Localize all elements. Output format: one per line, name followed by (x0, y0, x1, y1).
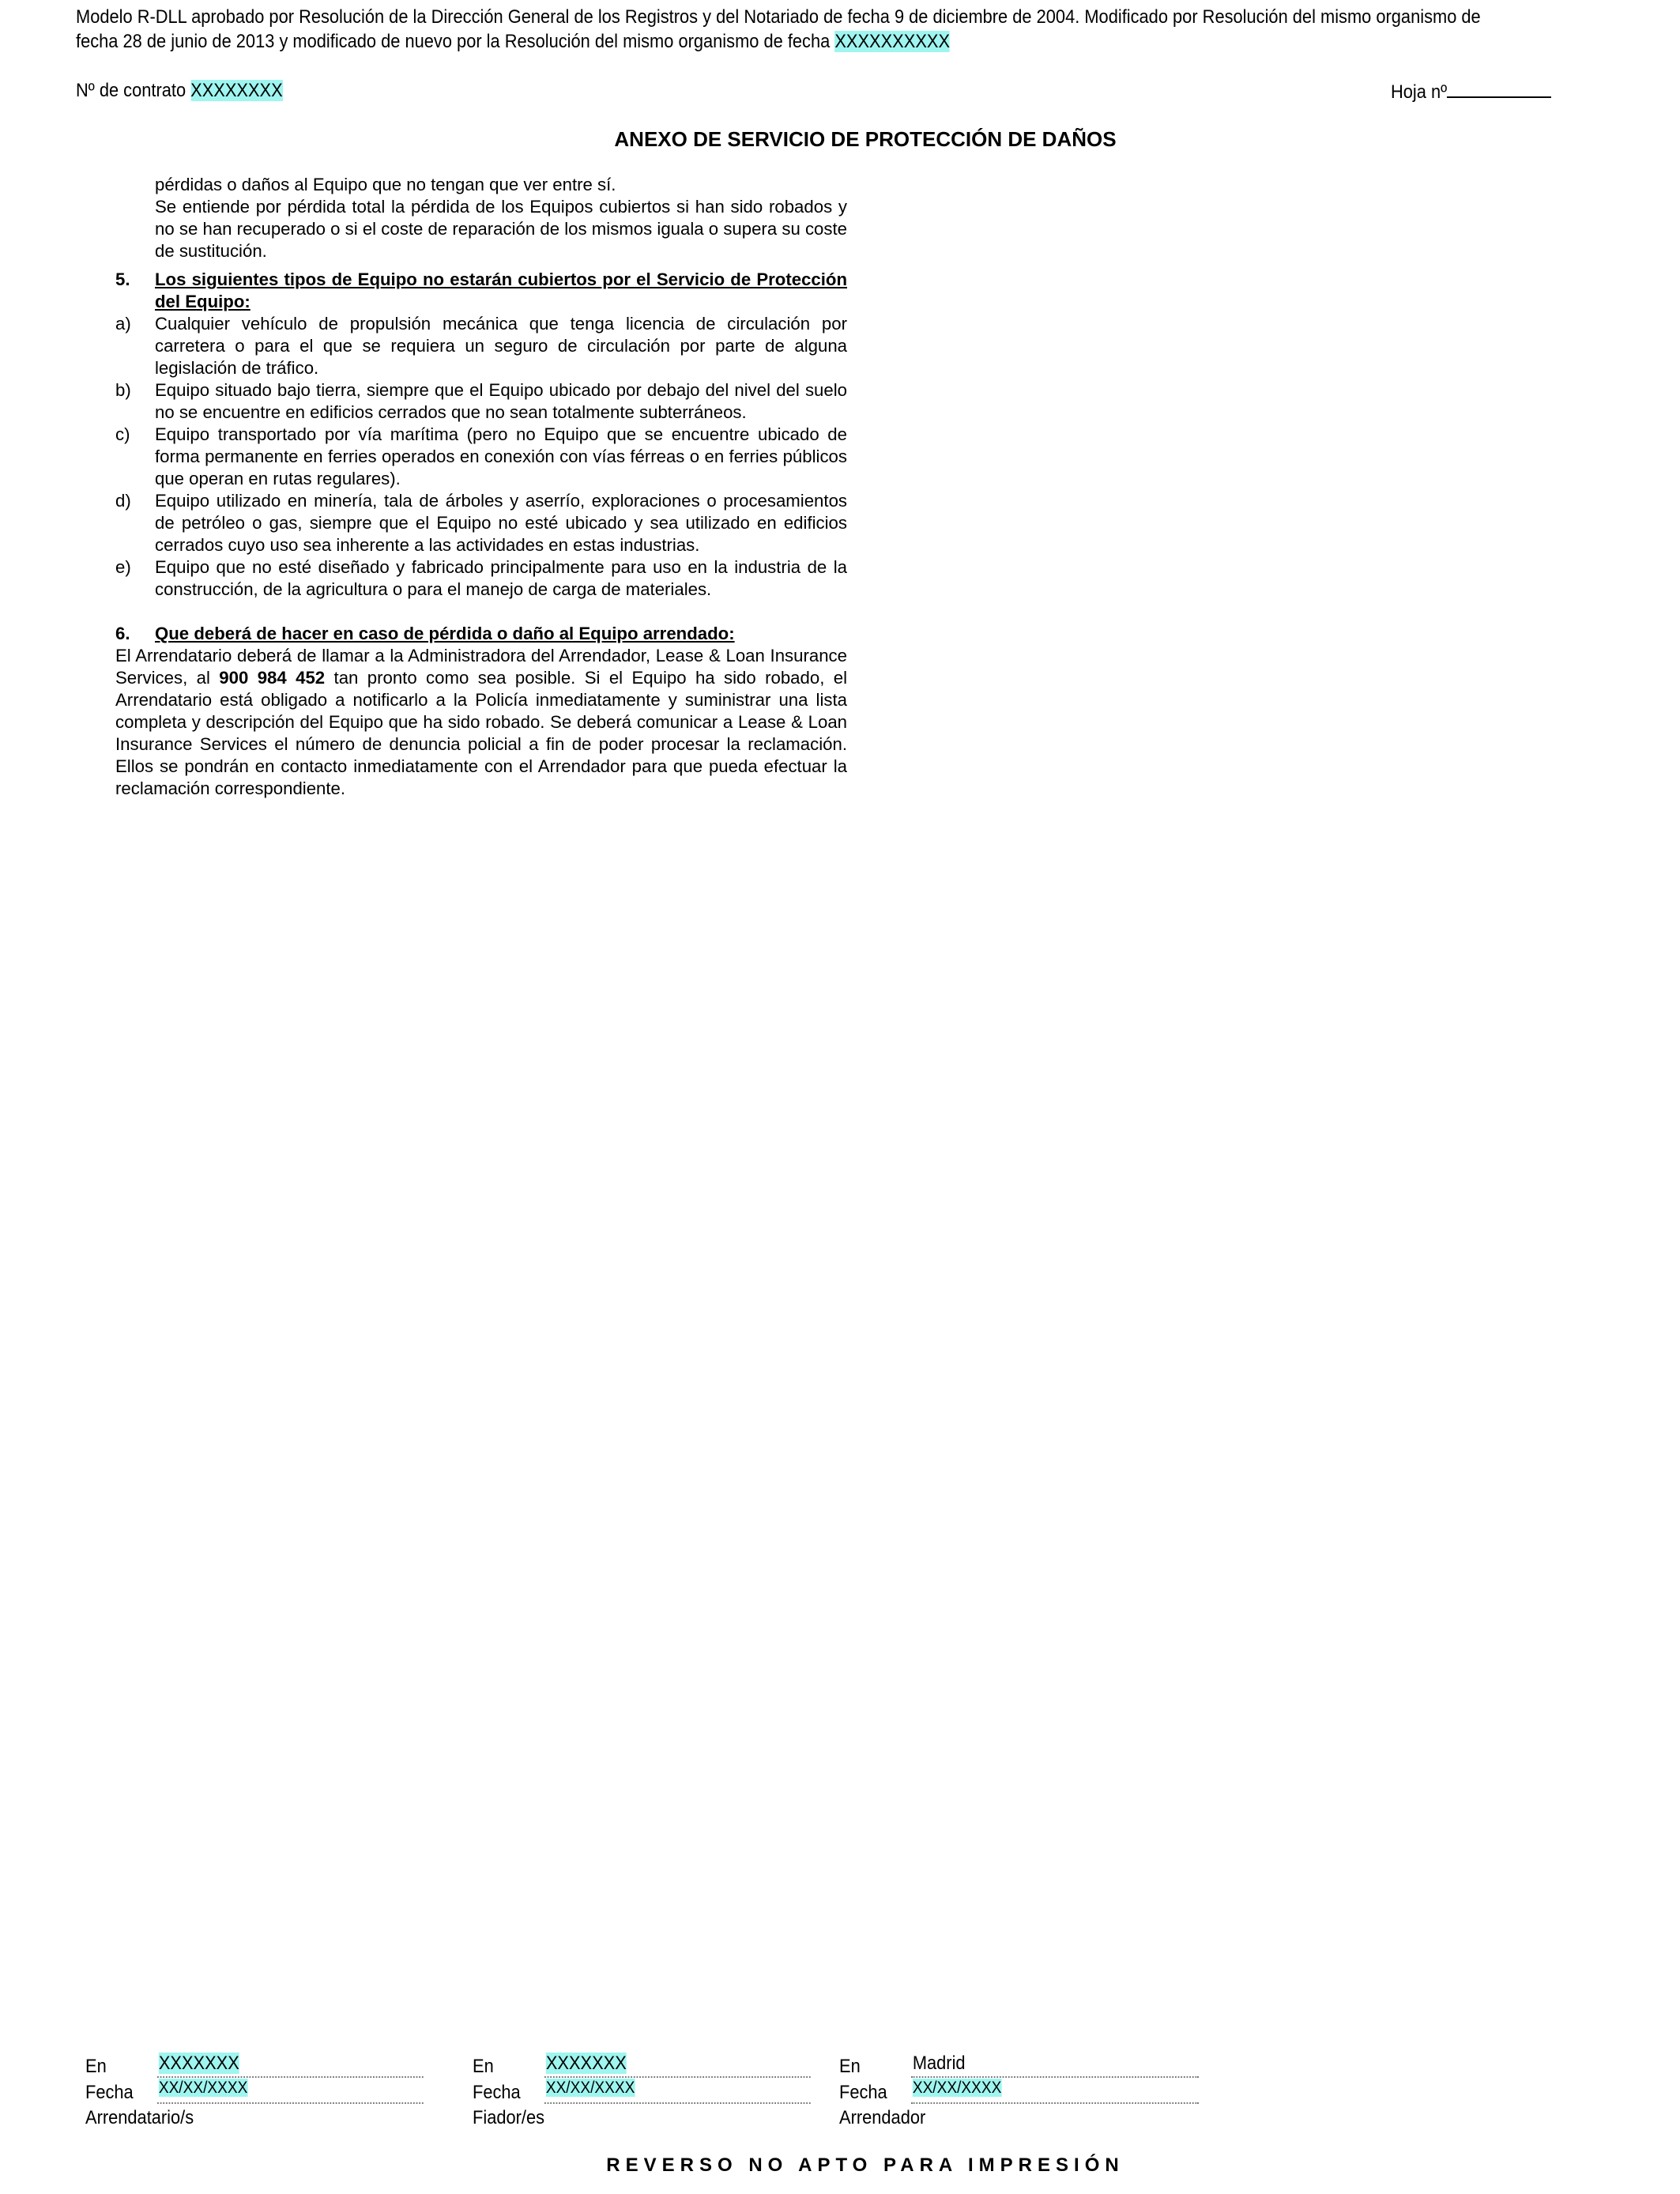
phone-number: 900 984 452 (219, 668, 326, 688)
date-value: XX/XX/XXXX (158, 2079, 248, 2097)
list-item-label: e) (115, 557, 131, 577)
list-item-text: Equipo que no esté diseñado y fabricado principalmente para uso en la industria de la construcción, de la agricultura o para el manejo de carga de materiales. (155, 557, 847, 599)
sheet-number-line (1391, 79, 1551, 104)
place-field[interactable] (157, 2053, 424, 2078)
section-heading: Los siguientes tipos de Equipo no estarán cubiertos por el Servicio de Protección del Equipo: (155, 270, 847, 311)
date-label: Fecha (839, 2082, 887, 2103)
date-field[interactable] (911, 2079, 1199, 2104)
place-value: XXXXXXX (545, 2053, 627, 2074)
list-item-label: a) (115, 314, 131, 334)
document-title: ANEXO DE SERVICIO DE PROTECCIÓN DE DAÑOS (614, 127, 1117, 151)
section-number: 5. (115, 270, 130, 289)
date-value: XX/XX/XXXX (545, 2079, 635, 2097)
section-heading: Que deberá de hacer en caso de pérdida o daño al Equipo arrendado: (155, 624, 735, 643)
list-item-label: d) (115, 491, 131, 511)
section-5-heading (115, 269, 847, 313)
model-date-placeholder: XXXXXXXXXX (834, 31, 951, 52)
list-item (115, 313, 847, 379)
paragraph-text: tan pronto como sea posible. Si el Equipo ha sido robado, el Arrendatario está obligado a notificarlo a la Policía inmediatamente y suministrar una lista completa y descripción del Equipo que ha sido robado. Se deberá comunicar a Lease & Loan Insurance Services el número de denuncia policial a fin de poder procesar la reclamación. Ellos se pondrán en contacto inmediatamente con el Arrendador para que pueda efectuar la reclamación correspondiente. (115, 668, 848, 798)
contract-label: Nº de contrato (76, 80, 191, 101)
intro-line: pérdidas o daños al Equipo que no tengan que ver entre sí. (155, 175, 616, 194)
model-legal-notice (76, 5, 1486, 54)
signature-block-lessor (839, 2052, 1199, 2129)
list-item-text: Equipo situado bajo tierra, siempre que el Equipo ubicado por debajo del nivel del suelo no se encuentre en edificios cerrados que no sean totalmente subterráneos. (155, 380, 847, 422)
signature-block-guarantor (473, 2052, 811, 2129)
document-body (115, 174, 847, 800)
paragraph-text: El Arrendatario deberá de llamar a la Administradora del Arrendador, Lease & Loan Insurance Services, al (115, 646, 847, 688)
date-field[interactable] (544, 2079, 811, 2104)
section-6-heading (115, 623, 847, 645)
list-item (115, 490, 847, 556)
place-label: En (473, 2056, 494, 2077)
signatory-role: Arrendatario/s (85, 2107, 194, 2128)
signature-block-lessee (85, 2052, 424, 2129)
place-field[interactable] (544, 2053, 811, 2078)
date-value: XX/XX/XXXX (912, 2079, 1002, 2097)
place-field[interactable] (911, 2053, 1199, 2078)
sheet-number-blank (1447, 79, 1551, 98)
place-label: En (839, 2056, 861, 2077)
list-item-text: Cualquier vehículo de propulsión mecánica que tenga licencia de circulación por carretera o para el que se requiera un seguro de circulación por parte de alguna legislación de tráfico. (155, 314, 847, 378)
date-field[interactable] (157, 2079, 424, 2104)
contract-number-value: XXXXXXXX (190, 80, 283, 101)
list-item (115, 379, 847, 424)
list-item-text: Equipo utilizado en minería, tala de árboles y aserrío, exploraciones o procesamientos de petróleo o gas, siempre que el Equipo no esté ubicado y sea utilizado en edificios cerrados cuyo uso sea inherente a las actividades en estas industrias. (155, 491, 847, 555)
sheet-label: Hoja nº (1391, 81, 1448, 103)
list-item-text: Equipo transportado por vía marítima (pero no Equipo que se encuentre ubicado de forma permanente en ferries operados en conexión con vías férreas o en ferries públicos que operan en rutas regulares). (155, 424, 847, 488)
list-item (115, 556, 847, 601)
section-6-paragraph (115, 645, 847, 800)
list-item (115, 424, 847, 490)
reverse-not-printable-note: REVERSO NO APTO PARA IMPRESIÓN (606, 2154, 1124, 2176)
signatory-role: Fiador/es (473, 2107, 545, 2128)
date-label: Fecha (85, 2082, 134, 2103)
place-label: En (85, 2056, 107, 2077)
list-item-label: b) (115, 380, 131, 400)
date-label: Fecha (473, 2082, 521, 2103)
place-value: XXXXXXX (158, 2053, 239, 2074)
total-loss-definition: Se entiende por pérdida total la pérdida de los Equipos cubiertos si han sido robados y no se han recuperado o si el coste de reparación de los mismos iguala o supera su coste de sustitución. (155, 197, 847, 261)
signatory-role: Arrendador (839, 2107, 926, 2128)
list-item-label: c) (115, 424, 130, 444)
model-text: Modelo R-DLL aprobado por Resolución de la Dirección General de los Registros y del Notariado de fecha 9 de diciembre de 2004. Modificado por Resolución del mismo organismo de fecha 28 de junio de 2013 y modificado de nuevo por la Resolución del mismo organismo de fecha (76, 6, 1481, 52)
contract-number-line (76, 79, 283, 103)
section-number: 6. (115, 624, 130, 643)
place-value: Madrid (912, 2053, 966, 2074)
